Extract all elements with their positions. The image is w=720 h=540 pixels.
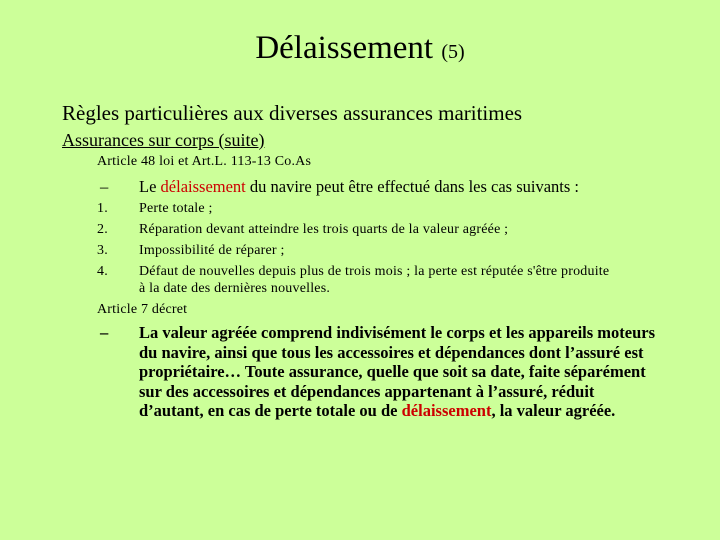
bullet-2-before: La valeur agréée comprend indivisément le corps et les appareils moteurs du navire, ainsi que tous les accessoires et dépendances dont l’assuré est propriétaire… Toute assurance, quelle que soit sa date, faite séparément sur des accessoires et dépendances appartenant à l’assuré, réduit d’autant, en cas de perte totale ou de <box>139 323 656 420</box>
title-text: Délaissement <box>255 30 434 66</box>
case-number-4: 4. <box>97 264 108 279</box>
case-text-1: Perte totale ; <box>139 201 213 216</box>
bullet-dash-2: – <box>100 323 109 342</box>
case-text-3: Impossibilité de réparer ; <box>139 243 285 258</box>
case-number-3: 3. <box>97 243 108 258</box>
bullet-1-after: du navire peut être effectué dans les cas suivants : <box>245 177 580 196</box>
bullet-1-highlight: délaissement <box>160 177 246 196</box>
case-text-2: Réparation devant atteindre les trois quarts de la valeur agréée ; <box>139 222 509 237</box>
case-text-4-continued: à la date des dernières nouvelles. <box>139 281 331 296</box>
reference-article-7: Article 7 décret <box>97 302 188 317</box>
subtitle: Règles particulières aux diverses assurances maritimes <box>62 101 523 125</box>
bullet-text-1 <box>139 177 579 197</box>
bullet-dash-1: – <box>100 177 109 196</box>
bullet-text-2 <box>139 323 659 421</box>
bullet-2-after: , la valeur agréée. <box>491 401 616 420</box>
page-title <box>0 28 720 72</box>
bullet-1-before: Le <box>139 177 161 196</box>
reference-article-48: Article 48 loi et Art.L. 113-13 Co.As <box>97 154 312 169</box>
bullet-2-highlight: délaissement <box>401 401 492 420</box>
title-number: (5) <box>441 41 465 63</box>
case-number-2: 2. <box>97 222 108 237</box>
section-heading: Assurances sur corps (suite) <box>62 130 265 150</box>
case-number-1: 1. <box>97 201 108 216</box>
case-text-4: Défaut de nouvelles depuis plus de trois mois ; la perte est réputée s'être produite <box>139 264 610 279</box>
